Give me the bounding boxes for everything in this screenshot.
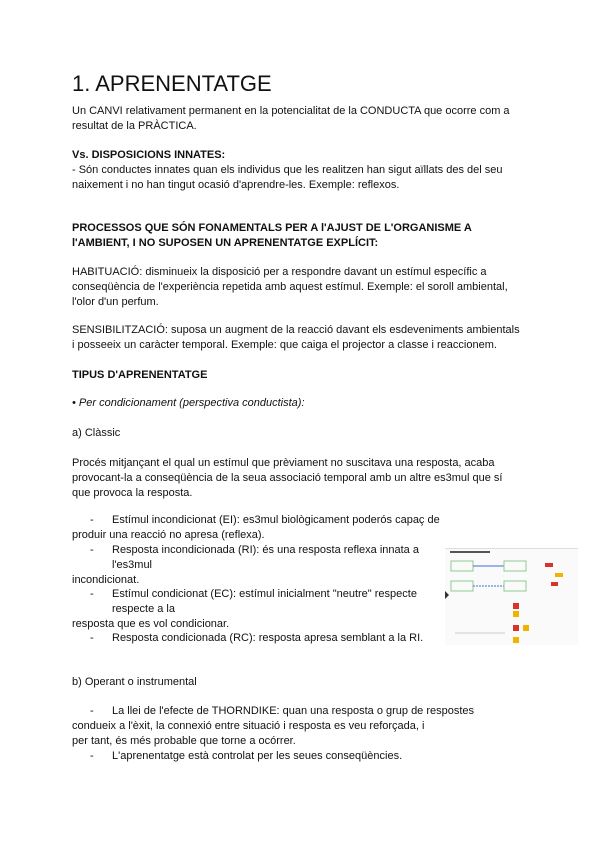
list-item-thorndike: - La llei de l'efecte de THORNDIKE: quan una resposta o grup de respostes condueix a l'èxit, la connexió entre situació i resposta es veu reforçada, i per tant, és més probable que torne a ocórrer. [72, 705, 475, 747]
diagram-graphic [445, 549, 578, 645]
conditioning-bullet: • Per condicionament (perspectiva conductista): [72, 397, 305, 409]
operant-heading: b) Operant o instrumental [72, 676, 197, 688]
list-item-ec: - Estímul condicionat (EC): estímul inicialment "neutre" respecte respecte a la resposta que es vol condicionar. [72, 588, 417, 630]
classic-description: Procés mitjançant el qual un estímul que prèviament no suscitava una resposta, acaba provocant-la a conseqüència de la seua associació temporal amb un altre es3mul que sí que provoca la resposta. [72, 457, 503, 499]
intro-paragraph: Un CANVI relativament permanent en la potencialitat de la CONDUCTA que ocorre com a resultat de la PRÀCTICA. [72, 105, 510, 132]
classic-heading: a) Clàssic [72, 427, 121, 439]
habituacio-paragraph: HABITUACIÓ: disminueix la disposició per a respondre davant un estímul específic a conseqüència de l'experiència repetida amb aquest estímul. Exemple: el soroll ambiental, l'olor d'un perfum. [72, 266, 508, 308]
list-item-ei: - Estímul incondicionat (EI): es3mul biològicament poderós capaç de produir una reacció no apresa (reflexa). [72, 514, 440, 541]
sensibilitzacio-paragraph: SENSIBILITZACIÓ: suposa un augment de la reacció davant els esdeveniments ambientals i posseeix un caràcter temporal. Exemple: que caiga el projector a classe i reaccionem. [72, 324, 520, 351]
conditioning-diagram-image [445, 548, 578, 645]
processes-heading: PROCESSOS QUE SÓN FONAMENTALS PER A l'AJUST DE L'ORGANISME A l'AMBIENT, I NO SUPOSEN UN APRENENTATGE EXPLÍCIT: [72, 222, 472, 249]
list-item-rc: - Resposta condicionada (RC): resposta apresa semblant a la RI. [90, 632, 424, 644]
tipus-heading: TIPUS D'APRENENTATGE [72, 369, 208, 381]
innate-heading: Vs. DISPOSICIONS INNATES: [72, 149, 226, 161]
list-item-ri: - Resposta incondicionada (RI): és una resposta reflexa innata a l'es3mul incondicionat. [72, 544, 419, 586]
list-item-consequences: - L'aprenentatge està controlat per les seues conseqüències. [90, 750, 403, 762]
innate-paragraph: - Són conductes innates quan els individus que les realitzen han sigut aïllats des del seu naixement i no han tingut ocasió d'aprendre-les. Exemple: reflexos. [72, 164, 503, 191]
page-title: 1. APRENENTATGE [72, 71, 272, 96]
